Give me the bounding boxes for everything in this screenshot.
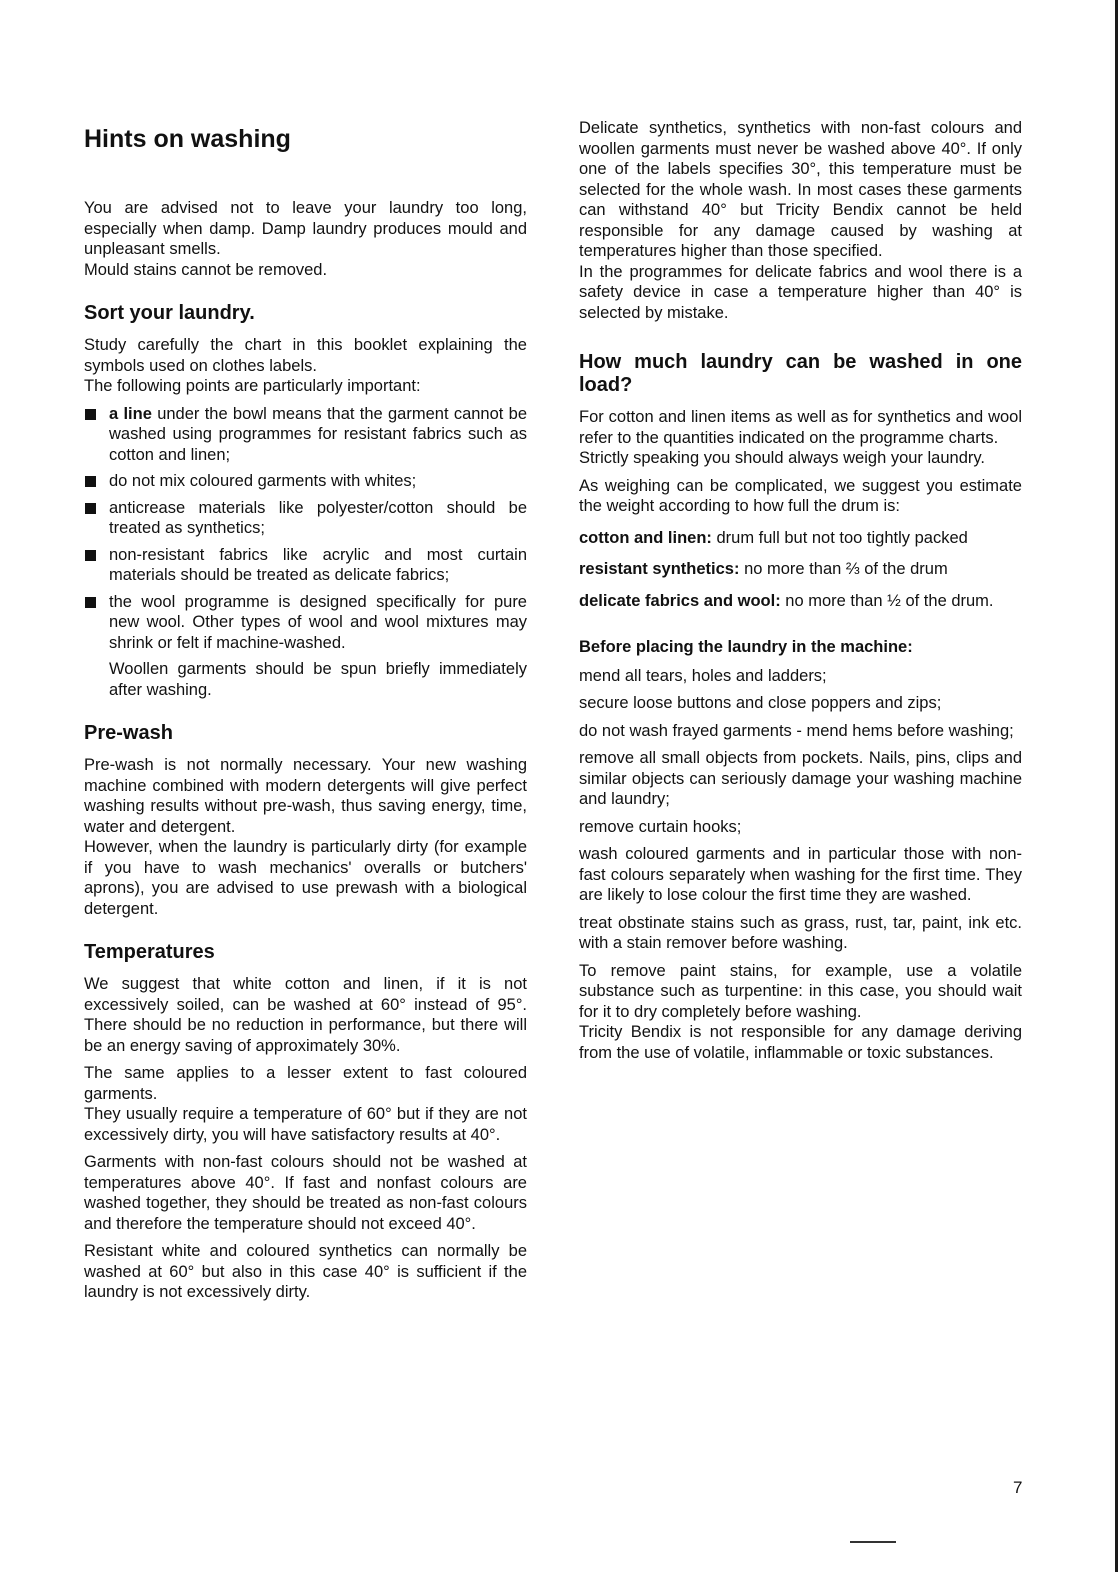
bullet-square-icon [85, 597, 96, 608]
temperatures-paragraph: Resistant white and coloured synthetics can normally be washed at 60° but also in this case 40° is sufficient if the laundry is not excessively dirty. [84, 1242, 527, 1301]
load-resistant [579, 559, 1022, 580]
bullet-square-icon [85, 409, 96, 420]
before-item: treat obstinate stains such as grass, rust, tar, paint, ink etc. with a stain remover before washing. [579, 913, 1022, 952]
sort-section [84, 302, 527, 700]
bullet-text: the wool programme is designed specifically for pure new wool. Other types of wool and wool mixtures may shrink or felt if machine-washed. [109, 592, 527, 652]
load-section [579, 351, 1022, 611]
bullet-square-icon [85, 476, 96, 487]
footer-rule [850, 1541, 896, 1543]
load-cotton-label: cotton and linen: [579, 528, 712, 547]
delicate-section [579, 118, 1022, 323]
before-item: secure loose buttons and close poppers and zips; [579, 694, 942, 712]
temperatures-paragraph: Garments with non-fast colours should not be washed at temperatures above 40°. If fast and nonfast colours are washed together, they should be treated as non-fast colours and therefore the temperature should not exceed 40°. [84, 1153, 527, 1233]
load-heading: How much laundry can be washed in one load? [579, 351, 1022, 396]
load-resistant-text: no more than ⅔ of the drum [739, 560, 948, 578]
before-item: do not wash frayed garments - mend hems before washing; [579, 721, 1014, 740]
load-delicate [579, 591, 1022, 612]
bullet-item [84, 404, 527, 466]
load-delicate-text: no more than ½ of the drum. [780, 591, 994, 610]
bullet-bold-term: a line [109, 404, 152, 423]
load-cotton [579, 528, 1022, 549]
bullet-square-icon [85, 503, 96, 514]
temperatures-heading: Temperatures [84, 941, 215, 963]
bullet-item [84, 592, 527, 654]
load-paragraph: For cotton and linen items as well as for synthetics and wool refer to the quantities indicated on the programme charts. [579, 408, 1022, 447]
load-delicate-label: delicate fabrics and wool: [579, 591, 781, 610]
delicate-paragraph: In the programmes for delicate fabrics and wool there is a safety device in case a temperature higher than 40° is selected by mistake. [579, 262, 1022, 322]
temperatures-paragraph: They usually require a temperature of 60° but if they are not excessively dirty, you will have satisfactory results at 40°. [84, 1105, 527, 1144]
sort-heading: Sort your laundry. [84, 302, 255, 324]
before-section [579, 637, 1022, 1063]
prewash-paragraph: However, when the laundry is particularly dirty (for example if you have to wash mechanics' overalls or butchers' aprons), you are advised to use prewash with a biological detergent. [84, 838, 527, 918]
before-item: remove all small objects from pockets. Nails, pins, clips and similar objects can seriously damage your washing machine and laundry; [579, 749, 1022, 808]
bullet-item [84, 545, 527, 586]
prewash-section [84, 722, 527, 919]
before-item: wash coloured garments and in particular those with non-fast colours separately when washing for the first time. They are likely to lose colour the first time they are washed. [579, 845, 1022, 904]
intro-section [84, 198, 527, 280]
prewash-paragraph: Pre-wash is not normally necessary. Your new washing machine combined with modern detergents will give perfect washing results without pre-wash, thus saving energy, time, water and detergent. [84, 756, 527, 836]
page-number: 7 [1013, 1478, 1023, 1497]
temperatures-paragraph: We suggest that white cotton and linen, if it is not excessively soiled, can be washed at 60° instead of 95°. There should be no reduction in performance, but there will be an energy saving of approximately 30%. [84, 975, 527, 1055]
sort-paragraph: The following points are particularly important: [84, 377, 421, 395]
left-column [84, 118, 527, 1325]
page-title: Hints on washing [84, 125, 291, 153]
bullet-item [84, 498, 527, 539]
delicate-paragraph: Delicate synthetics, synthetics with non-fast colours and woollen garments must never be washed above 40°. If only one of the labels specifies 30°, this temperature must be selected for the whole wash. In most cases these garments can withstand 40° but Tricity Bendix cannot be held responsible for any damage caused by washing at temperatures higher than those specified. [579, 119, 1022, 260]
bullet-square-icon [85, 550, 96, 561]
bullet-text: do not mix coloured garments with whites; [109, 472, 417, 490]
temperatures-paragraph: The same applies to a lesser extent to fast coloured garments. [84, 1064, 527, 1103]
bullet-text: anticrease materials like polyester/cotton should be treated as synthetics; [109, 498, 527, 537]
load-paragraph: Strictly speaking you should always weigh your laundry. [579, 449, 985, 467]
tricity-paragraph: Tricity Bendix is not responsible for any damage deriving from the use of volatile, inflammable or toxic substances. [579, 1023, 1022, 1062]
wool-note: Woollen garments should be spun briefly immediately after washing. [109, 660, 527, 699]
before-item: remove curtain hooks; [579, 817, 742, 836]
intro-paragraph: You are advised not to leave your laundry too long, especially when damp. Damp laundry produces mould and unpleasant smells. [84, 199, 527, 258]
bullet-item [84, 471, 527, 492]
scan-edge-line [1115, 0, 1118, 1572]
load-cotton-text: drum full but not too tightly packed [711, 528, 968, 547]
sort-bullet-list [84, 404, 527, 654]
bullet-text: non-resistant fabrics like acrylic and most curtain materials should be treated as delicate fabrics; [109, 545, 527, 584]
intro-paragraph: Mould stains cannot be removed. [84, 260, 328, 279]
load-resistant-label: resistant synthetics: [579, 560, 740, 578]
before-item: mend all tears, holes and ladders; [579, 666, 827, 685]
right-column [579, 118, 1022, 1085]
sort-paragraph: Study carefully the chart in this booklet explaining the symbols used on clothes labels. [84, 336, 527, 375]
paint-paragraph: To remove paint stains, for example, use a volatile substance such as turpentine: in this case, you should wait for it to dry completely before washing. [579, 961, 1022, 1021]
load-paragraph: As weighing can be complicated, we suggest you estimate the weight according to how full the drum is: [579, 476, 1022, 515]
bullet-text: under the bowl means that the garment cannot be washed using programmes for resistant fabrics such as cotton and linen; [109, 404, 527, 464]
before-heading: Before placing the laundry in the machine: [579, 638, 913, 656]
temperatures-section [84, 941, 527, 1303]
prewash-heading: Pre-wash [84, 722, 173, 744]
